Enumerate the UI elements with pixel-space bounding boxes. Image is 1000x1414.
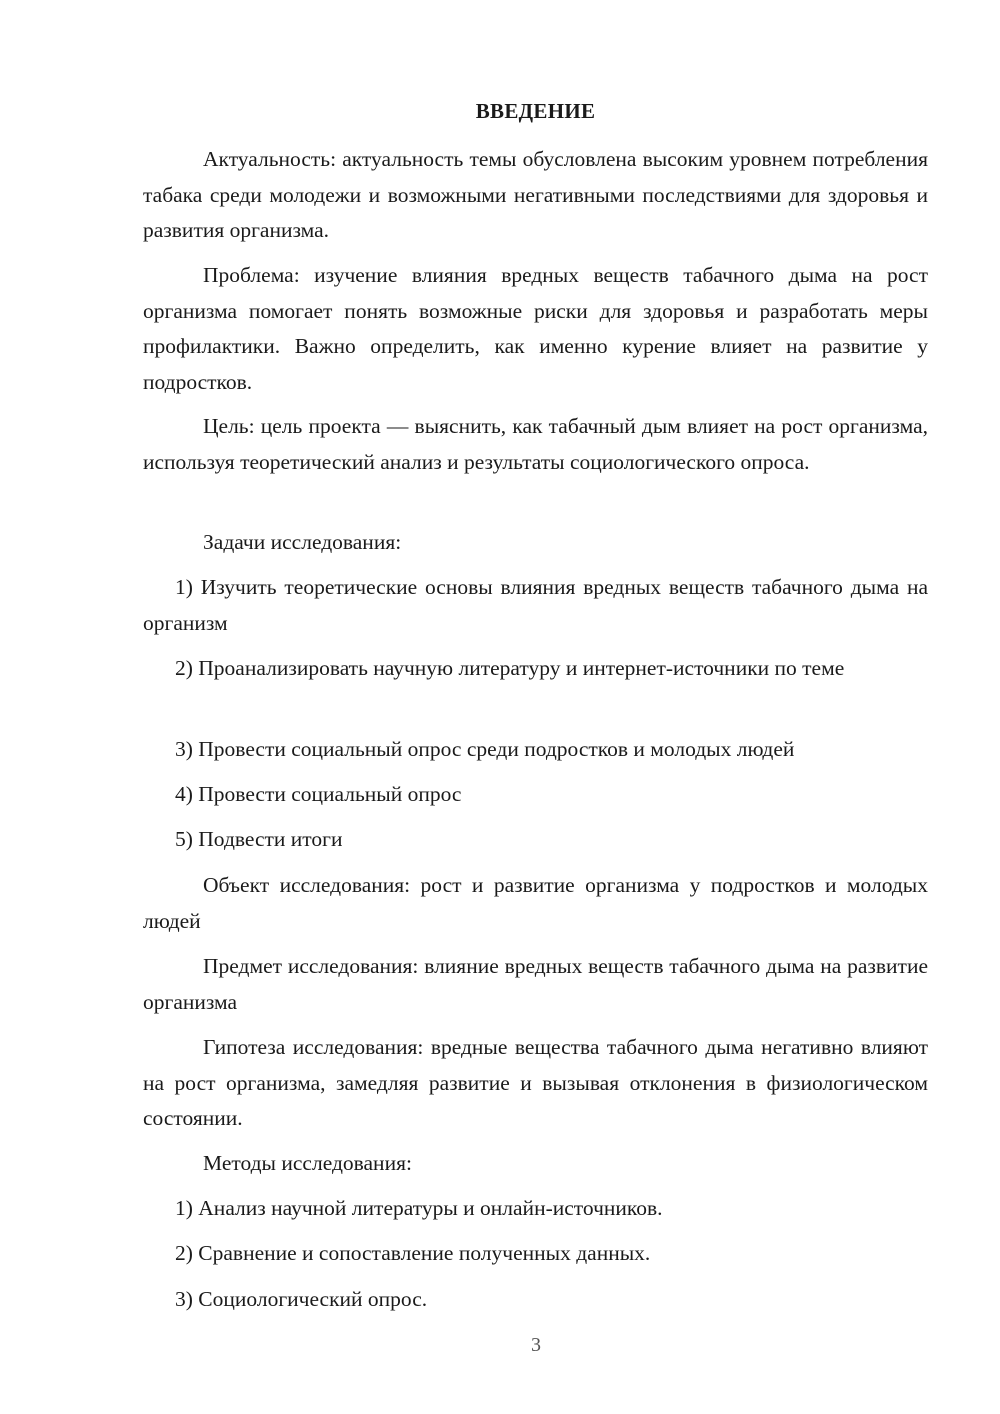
page-title: ВВЕДЕНИЕ: [475, 99, 596, 123]
list-item-method-1: 1) Анализ научной литературы и онлайн-источников.: [175, 1196, 663, 1220]
list-item-task-3: 3) Провести социальный опрос среди подростков и молодых людей: [175, 737, 795, 761]
list-item-task-4: 4) Провести социальный опрос: [175, 782, 462, 806]
paragraph-goal: Цель: цель проекта — выяснить, как табачный дым влияет на рост организма, используя теоретический анализ и результаты социологического опроса.: [143, 414, 928, 474]
paragraph-relevance: Актуальность: актуальность темы обусловлена высоким уровнем потребления табака среди молодежи и возможными негативными последствиями для здоровья и развития организма.: [143, 147, 928, 242]
paragraph-methods-heading: Методы исследования:: [203, 1151, 412, 1175]
page-number: 3: [531, 1334, 541, 1356]
list-item-method-3: 3) Социологический опрос.: [175, 1287, 428, 1311]
list-item-task-5: 5) Подвести итоги: [175, 827, 343, 851]
paragraph-subject: Предмет исследования: влияние вредных веществ табачного дыма на развитие организма: [143, 954, 928, 1014]
paragraph-object: Объект исследования: рост и развитие организма у подростков и молодых людей: [143, 873, 928, 933]
list-item-task-2: 2) Проанализировать научную литературу и интернет-источники по теме: [175, 656, 845, 680]
list-item-task-1: 1) Изучить теоретические основы влияния вредных веществ табачного дыма на организм: [143, 575, 928, 635]
list-item-method-2: 2) Сравнение и сопоставление полученных данных.: [175, 1241, 651, 1265]
paragraph-tasks-heading: Задачи исследования:: [203, 530, 402, 554]
paragraph-hypothesis: Гипотеза исследования: вредные вещества табачного дыма негативно влияют на рост организма, замедляя развитие и вызывая отклонения в физиологическом состоянии.: [143, 1035, 928, 1130]
paragraph-problem: Проблема: изучение влияния вредных веществ табачного дыма на рост организма помогает понять возможные риски для здоровья и разработать меры профилактики. Важно определить, как именно курение влияет на развитие у подростков.: [143, 263, 928, 394]
